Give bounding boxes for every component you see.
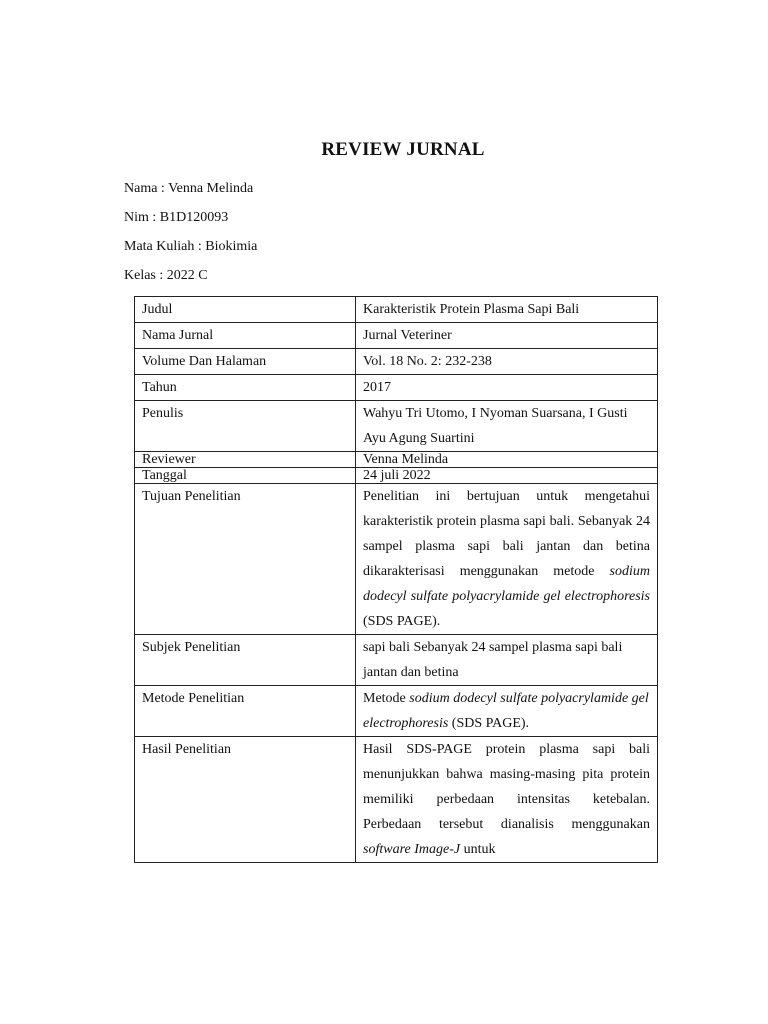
row-label-tahun: Tahun: [135, 375, 356, 401]
row-label-penulis: Penulis: [135, 401, 356, 452]
tujuan-text-3: (SDS PAGE).: [363, 614, 441, 629]
table-row: [135, 375, 658, 401]
table-row: [135, 737, 658, 863]
info-kelas: Kelas : 2022 C: [124, 268, 208, 283]
table-row: [135, 452, 658, 468]
row-value-nama-jurnal: Jurnal Veteriner: [356, 323, 658, 349]
tujuan-text-italic: sodium dodecyl sulfate polyacrylamide gel electrophoresis: [363, 564, 650, 604]
row-value-metode: [356, 686, 658, 737]
table-row: [135, 349, 658, 375]
hasil-text-italic: software Image-J: [363, 842, 461, 857]
row-label-nama-jurnal: Nama Jurnal: [135, 323, 356, 349]
table-row: [135, 484, 658, 635]
metode-text-italic: sodium dodecyl sulfate polyacrylamide gel electrophoresis: [363, 691, 649, 731]
metode-text-1: Metode: [363, 691, 410, 706]
row-label-subjek: Subjek Penelitian: [135, 635, 356, 686]
row-label-metode: Metode Penelitian: [135, 686, 356, 737]
metode-text-3: (SDS PAGE).: [448, 716, 530, 731]
row-label-volume: Volume Dan Halaman: [135, 349, 356, 375]
table-row: [135, 686, 658, 737]
row-label-judul: Judul: [135, 297, 356, 323]
hasil-text-3: untuk: [460, 842, 496, 857]
info-mata-kuliah: Mata Kuliah : Biokimia: [124, 239, 258, 254]
row-value-tahun: 2017: [356, 375, 658, 401]
row-value-reviewer: Venna Melinda: [356, 452, 658, 468]
row-value-judul: Karakteristik Protein Plasma Sapi Bali: [356, 297, 658, 323]
info-nama: Nama : Venna Melinda: [124, 181, 254, 196]
row-value-tanggal: 24 juli 2022: [356, 468, 658, 484]
row-value-subjek: sapi bali Sebanyak 24 sampel plasma sapi bali jantan dan betina: [356, 635, 658, 686]
row-label-reviewer: Reviewer: [135, 452, 356, 468]
page-title: REVIEW JURNAL: [321, 139, 485, 160]
row-label-tanggal: Tanggal: [135, 468, 356, 484]
table-row: [135, 323, 658, 349]
row-value-penulis: Wahyu Tri Utomo, I Nyoman Suarsana, I Gusti Ayu Agung Suartini: [356, 401, 658, 452]
table-row: [135, 635, 658, 686]
row-value-volume: Vol. 18 No. 2: 232-238: [356, 349, 658, 375]
table-row: [135, 297, 658, 323]
table-row: [135, 401, 658, 452]
info-nim: Nim : B1D120093: [124, 210, 229, 225]
hasil-text-1: Hasil SDS-PAGE protein plasma sapi bali menunjukkan bahwa masing-masing pita protein memiliki perbedaan intensitas ketebalan. Perbedaan tersebut dianalisis menggunakan: [363, 742, 650, 832]
row-value-tujuan: [356, 484, 658, 635]
row-label-hasil: Hasil Penelitian: [135, 737, 356, 863]
table-row: [135, 468, 658, 484]
row-value-hasil: [356, 737, 658, 863]
tujuan-text-1: Penelitian ini bertujuan untuk mengetahui karakteristik protein plasma sapi bali. Sebanyak 24 sampel plasma sapi bali jantan dan betina dikarakterisasi menggunakan metode: [363, 489, 650, 579]
row-label-tujuan: Tujuan Penelitian: [135, 484, 356, 635]
review-table: [134, 296, 658, 863]
